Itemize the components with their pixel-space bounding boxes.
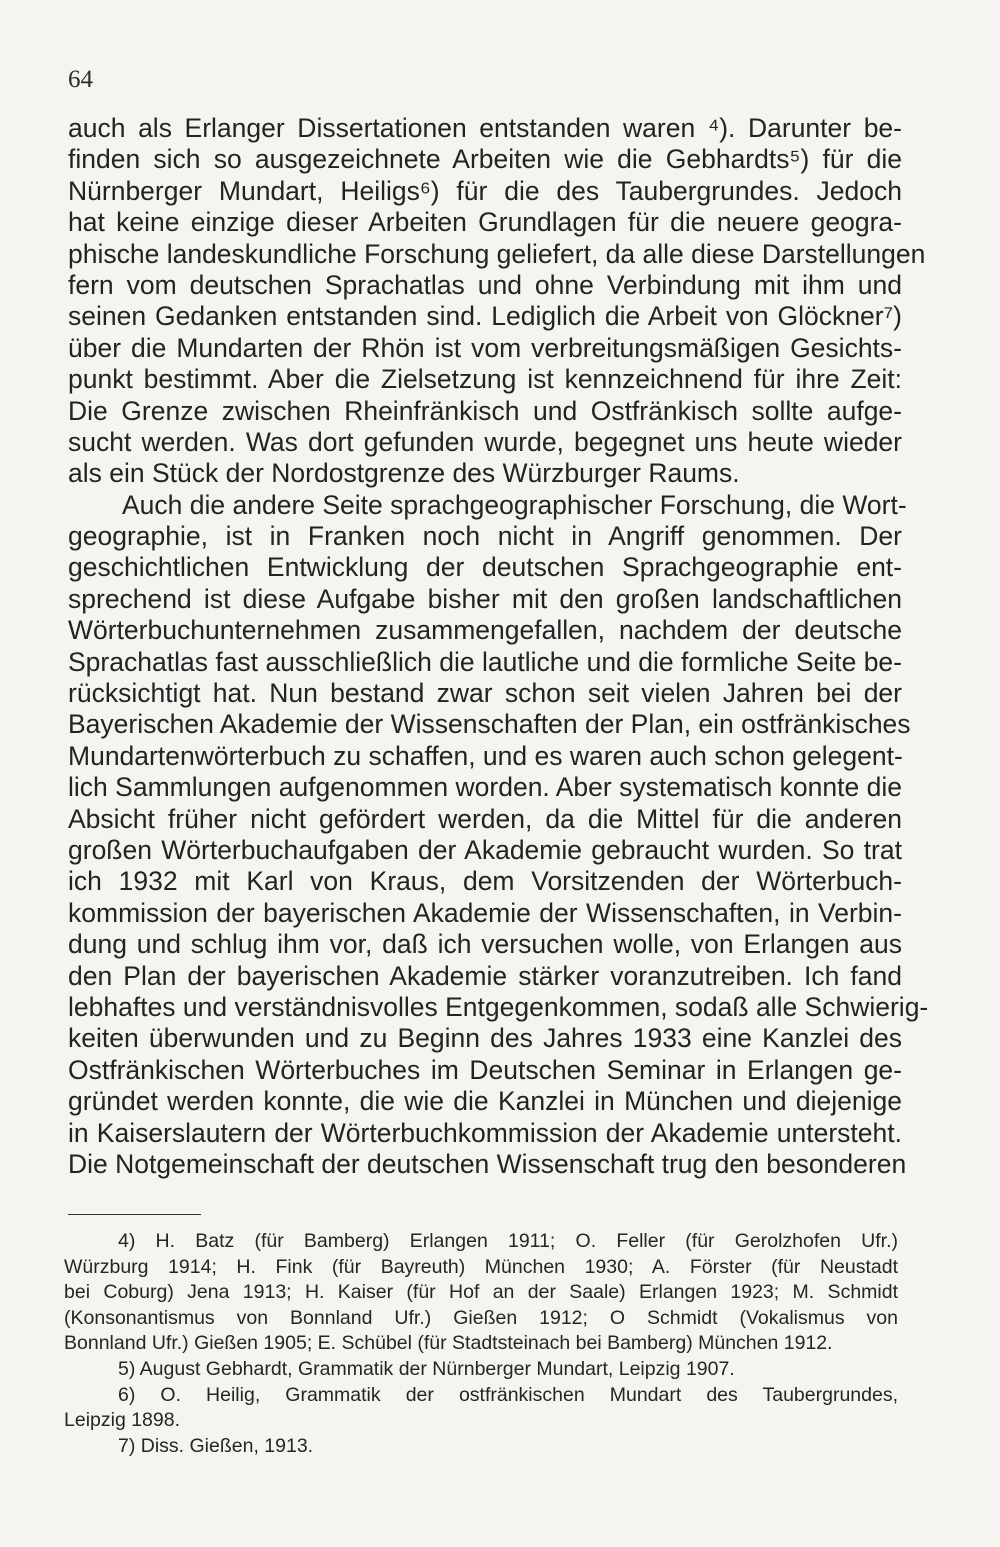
text-line: hat keine einzige dieser Arbeiten Grundlagen für die neuere geogra- <box>68 207 902 238</box>
body-text <box>68 113 929 1180</box>
text-line: Ostfränkischen Wörterbuches im Deutschen Seminar in Erlangen ge- <box>68 1054 902 1085</box>
text-line: kommission der bayerischen Akademie der Wissenschaften, in Verbin- <box>68 897 902 928</box>
text-line: seinen Gedanken entstanden sind. Lediglich die Arbeit von Glöckner⁷) <box>68 301 902 332</box>
footnote-line: 5) August Gebhardt, Grammatik der Nürnberger Mundart, Leipzig 1907. <box>118 1357 735 1380</box>
text-line: punkt bestimmt. Aber die Zielsetzung ist kennzeichnend für ihre Zeit: <box>68 364 902 395</box>
text-line: finden sich so ausgezeichnete Arbeiten wie die Gebhardts⁵) für die <box>68 144 902 175</box>
footnotes <box>64 1229 898 1459</box>
text-line: großen Wörterbuchaufgaben der Akademie gebraucht wurden. So trat <box>68 834 902 865</box>
footnote-line: bei Coburg) Jena 1913; H. Kaiser (für Hof an der Saale) Erlangen 1923; M. Schmidt <box>64 1281 898 1304</box>
text-line: fern vom deutschen Sprachatlas und ohne Verbindung mit ihm und <box>68 269 902 300</box>
footnote-line: Würzburg 1914; H. Fink (für Bayreuth) München 1930; A. Förster (für Neustadt <box>64 1255 898 1278</box>
text-line: Mundartenwörterbuch zu schaffen, und es waren auch schon gelegent- <box>68 740 903 771</box>
text-line: Die Notgemeinschaft der deutschen Wissenschaft trug den besonderen <box>68 1148 907 1179</box>
text-line: Absicht früher nicht gefördert werden, da die Mittel für die anderen <box>68 803 902 834</box>
text-line: rücksichtigt hat. Nun bestand zwar schon seit vielen Jahren bei der <box>68 678 902 709</box>
text-line: Sprachatlas fast ausschließlich die lautliche und die formliche Seite be- <box>68 646 902 677</box>
text-line: Bayerischen Akademie der Wissenschaften der Plan, ein ostfränkisches <box>68 709 911 740</box>
text-line: Auch die andere Seite sprachgeographischer Forschung, die Wort- <box>122 489 907 520</box>
text-line: ich 1932 mit Karl von Kraus, dem Vorsitzenden der Wörterbuch- <box>68 866 902 897</box>
text-line: Nürnberger Mundart, Heiligs⁶) für die des Taubergrundes. Jedoch <box>68 175 902 206</box>
text-line: dung und schlug ihm vor, daß ich versuchen wolle, von Erlangen aus <box>68 929 902 960</box>
text-line: als ein Stück der Nordostgrenze des Würzburger Raums. <box>68 458 740 489</box>
footnote-line: Leipzig 1898. <box>64 1409 181 1432</box>
text-line: gründet werden konnte, die wie die Kanzlei in München und diejenige <box>68 1086 902 1117</box>
footnote-line: 4) H. Batz (für Bamberg) Erlangen 1911; O. Feller (für Gerolzhofen Ufr.) <box>118 1230 898 1252</box>
text-line: lebhaftes und verständnisvolles Entgegenkommen, sodaß alle Schwierig- <box>68 991 929 1022</box>
footnote-separator <box>68 1214 201 1215</box>
text-line: den Plan der bayerischen Akademie stärker voranzutreiben. Ich fand <box>68 960 902 991</box>
text-line: lich Sammlungen aufgenommen worden. Aber systematisch konnte die <box>68 772 902 803</box>
page-number: 64 <box>68 66 93 93</box>
text-line: geschichtlichen Entwicklung der deutschen Sprachgeographie ent- <box>68 552 902 583</box>
footnote-line: 6) O. Heilig, Grammatik der ostfränkischen Mundart des Taubergrundes, <box>118 1383 898 1406</box>
text-line: sprechend ist diese Aufgabe bisher mit den großen landschaftlichen <box>68 583 902 614</box>
text-line: keiten überwunden und zu Beginn des Jahres 1933 eine Kanzlei des <box>68 1023 902 1054</box>
footnote-line: Bonnland Ufr.) Gießen 1905; E. Schübel (für Stadtsteinach bei Bamberg) München 1912. <box>64 1332 833 1355</box>
text-line: Wörterbuchunternehmen zusammengefallen, nachdem der deutsche <box>68 615 902 646</box>
footnote-line: (Konsonantismus von Bonnland Ufr.) Gießen 1912; O Schmidt (Vokalismus von <box>64 1306 898 1329</box>
text-line: über die Mundarten der Rhön ist vom verbreitungsmäßigen Gesichts- <box>68 332 902 363</box>
footnote-line: 7) Diss. Gießen, 1913. <box>118 1434 314 1457</box>
text-line: phische landeskundliche Forschung geliefert, da alle diese Darstellungen <box>68 238 926 269</box>
text-line: geographie, ist in Franken noch nicht in Angriff genommen. Der <box>68 521 902 552</box>
text-line: auch als Erlanger Dissertationen entstanden waren ⁴). Darunter be- <box>68 113 902 143</box>
text-line: sucht werden. Was dort gefunden wurde, begegnet uns heute wieder <box>68 426 902 457</box>
text-line: Die Grenze zwischen Rheinfränkisch und Ostfränkisch sollte aufge- <box>68 395 902 426</box>
text-line: in Kaiserslautern der Wörterbuchkommission der Akademie untersteht. <box>68 1117 902 1148</box>
